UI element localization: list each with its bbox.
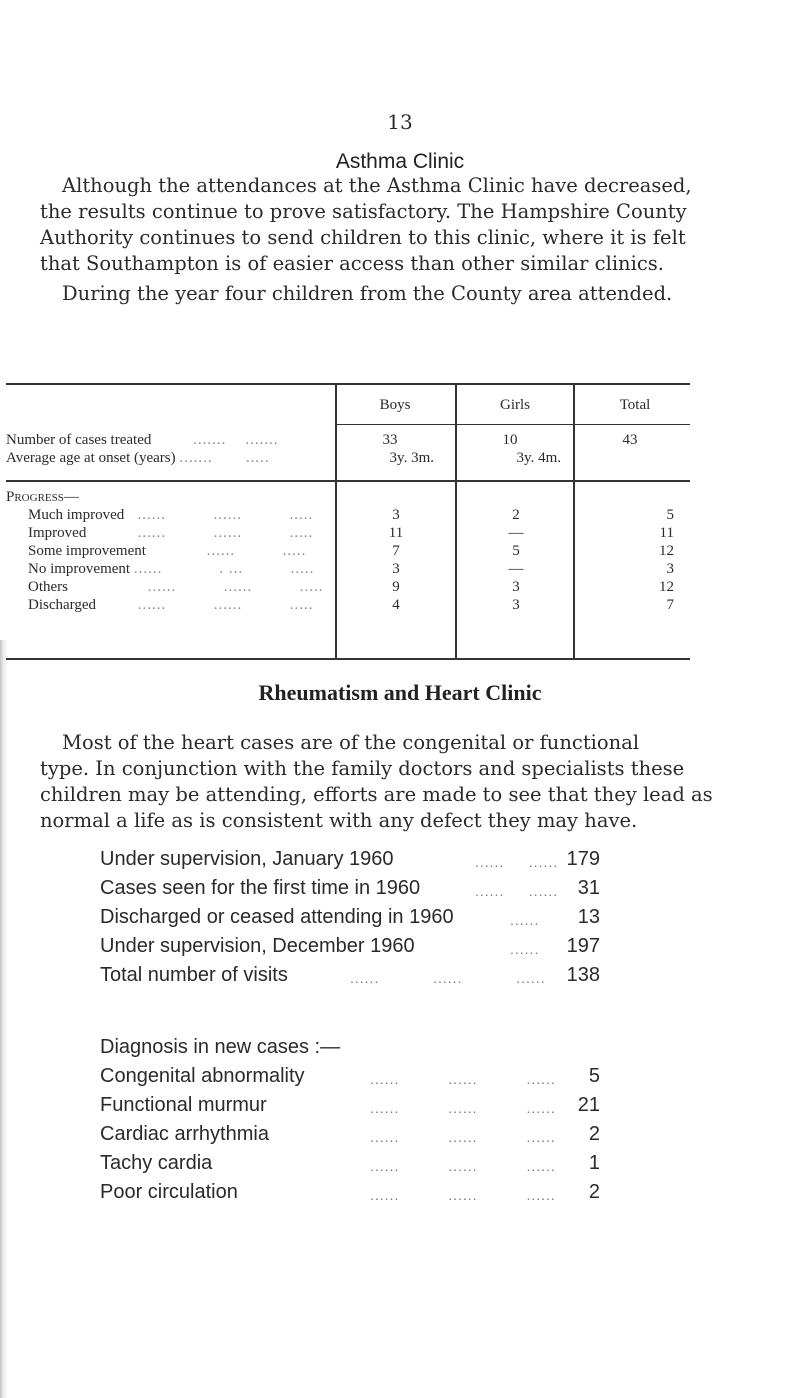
scan-edge-shadow — [0, 640, 8, 1398]
table-cell: 5 — [666, 507, 674, 523]
list-item: Under supervision, January 1960 ...... ...... 179 — [100, 848, 600, 870]
paragraph-line: children may be attending, efforts are made to see that they lead as — [40, 783, 713, 806]
table-cell: 12 — [659, 543, 674, 559]
list-item-value: 13 — [577, 906, 600, 928]
table-bottom-rule — [6, 658, 690, 660]
list-item-label: Poor circulation — [100, 1181, 238, 1203]
table-cell: 3 — [512, 579, 520, 595]
list-item-label: Discharged or ceased attending in 1960 — [100, 906, 454, 928]
asthma-statistics-table — [0, 383, 690, 660]
paragraph-line: Most of the heart cases are of the congenital or functional — [62, 731, 640, 754]
column-header-boys: Boys — [379, 397, 411, 413]
paragraph-line: Authority continues to send children to this clinic, where it is felt — [40, 226, 686, 249]
list-item-value: 2 — [588, 1123, 600, 1145]
table-cell: 11 — [388, 525, 404, 541]
list-item-value: 179 — [566, 848, 600, 870]
list-item-label: Cases seen for the first time in 1960 — [100, 877, 421, 899]
list-item-value: 197 — [566, 935, 600, 957]
list-item-label: Functional murmur — [100, 1094, 267, 1116]
diagnosis-heading: Diagnosis in new cases :— — [100, 1036, 341, 1058]
table-cell: 7 — [666, 597, 674, 613]
table-cell: 12 — [659, 579, 674, 595]
list-item: Cases seen for the first time in 1960 ...... ...... 31 — [100, 877, 600, 899]
column-header-girls: Girls — [500, 397, 530, 413]
table-cell: 3 — [666, 561, 674, 577]
table-cell: 2 — [512, 507, 520, 523]
table-cell: 11 — [659, 525, 674, 541]
list-item-value: 1 — [588, 1152, 600, 1174]
list-item: Congenital abnormality ...... ...... ...... 5 — [100, 1065, 600, 1087]
list-item-label: Cardiac arrhythmia — [100, 1123, 269, 1145]
column-rule — [335, 383, 337, 660]
list-item: Cardiac arrhythmia ...... ...... ...... 2 — [100, 1123, 600, 1145]
column-rule — [573, 383, 575, 660]
table-row-label: Some improvement ...... ..... — [28, 543, 307, 559]
asthma-clinic-title: Asthma Clinic — [335, 150, 465, 173]
rheumatism-heart-clinic-title: Rheumatism and Heart Clinic — [258, 680, 542, 705]
paragraph-line: type. In conjunction with the family doctors and specialists these — [40, 757, 685, 780]
asthma-paragraph-2 — [40, 281, 745, 307]
rheumatism-paragraph — [40, 730, 745, 834]
column-header-total: Total — [619, 397, 651, 413]
list-item-label: Under supervision, December 1960 — [100, 935, 415, 957]
table-top-rule — [6, 383, 690, 385]
paragraph-line: that Southampton is of easier access than other similar clinics. — [40, 252, 664, 275]
table-cell: 3y. 3m. — [389, 450, 434, 466]
table-row-label: Much improved ...... ...... ..... — [28, 507, 314, 523]
table-cell: 43 — [622, 432, 638, 448]
table-cell: 3 — [392, 507, 400, 523]
column-rule — [455, 383, 457, 660]
list-item: Total number of visits ...... ...... ...... 138 — [100, 964, 600, 986]
list-item-value: 2 — [588, 1181, 600, 1203]
table-cell: 7 — [392, 543, 400, 559]
list-item: Tachy cardia ...... ...... ...... 1 — [100, 1152, 600, 1174]
list-item-label: Tachy cardia — [100, 1152, 213, 1174]
section-rule — [6, 480, 690, 482]
paragraph-line: the results continue to prove satisfactory. The Hampshire County — [40, 200, 687, 223]
table-row-label: Others ...... ...... ..... — [28, 579, 324, 595]
list-item-label: Total number of visits — [100, 964, 288, 986]
paragraph-line: Although the attendances at the Asthma Clinic have decreased, — [62, 174, 692, 197]
table-cell: 33 — [382, 432, 398, 448]
list-item-value: 21 — [577, 1094, 600, 1116]
progress-heading: Progress— — [6, 489, 79, 505]
table-cell: — — [508, 525, 524, 541]
table-row-label: Average age at onset (years) ....... ..... — [6, 450, 270, 466]
table-cell: 10 — [502, 432, 518, 448]
table-cell: 3 — [392, 561, 400, 577]
list-item-label: Congenital abnormality — [100, 1065, 305, 1087]
list-item: Poor circulation ...... ...... ...... 2 — [100, 1181, 600, 1203]
table-row-label: Number of cases treated ....... ....... — [6, 432, 279, 448]
table-row-label: Discharged ...... ...... ..... — [28, 597, 314, 613]
table-cell: 5 — [512, 543, 520, 559]
list-item: Functional murmur ...... ...... ...... 21 — [100, 1094, 600, 1116]
list-item: Under supervision, December 1960 ...... 197 — [100, 935, 600, 957]
paragraph-line: normal a life as is consistent with any defect they may have. — [40, 809, 638, 832]
list-item-label: Under supervision, January 1960 — [100, 848, 394, 870]
table-cell: 3 — [512, 597, 520, 613]
table-cell: 4 — [392, 597, 400, 613]
page-number: 13 — [387, 110, 413, 134]
table-cell: — — [508, 561, 524, 577]
table-cell: 3y. 4m. — [516, 450, 561, 466]
list-item-value: 31 — [577, 877, 600, 899]
list-item-value: 138 — [566, 964, 600, 986]
header-underline — [336, 424, 690, 425]
list-item: Discharged or ceased attending in 1960 ...... 13 — [100, 906, 600, 928]
list-item-value: 5 — [588, 1065, 600, 1087]
table-row-label: No improvement ...... . ... ..... — [28, 561, 315, 577]
table-row-label: Improved ...... ...... ..... — [28, 525, 314, 541]
table-cell: 9 — [392, 579, 400, 595]
paragraph-line: During the year four children from the County area attended. — [62, 282, 673, 305]
asthma-paragraph-1 — [40, 173, 745, 277]
